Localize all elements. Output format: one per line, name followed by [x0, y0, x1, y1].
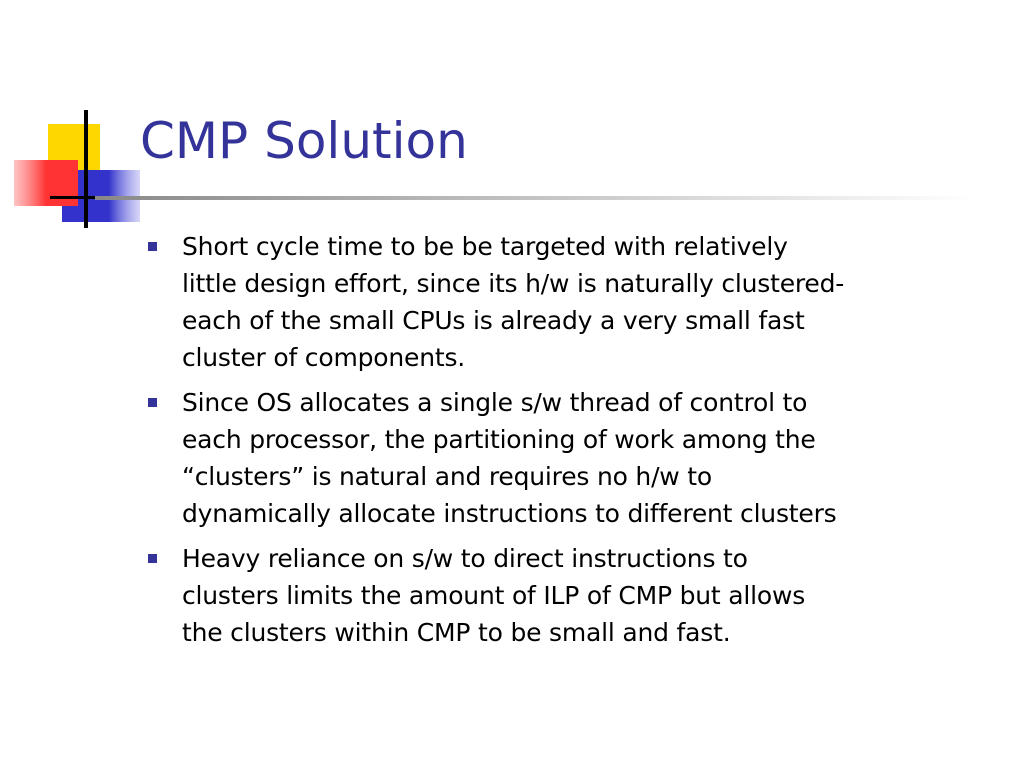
bullet-list — [148, 228, 998, 659]
slide-title: CMP Solution — [140, 112, 468, 170]
bullet-text: Since OS allocates a single s/w thread of control to each processor, the partitioning of work among the “clusters” is natural and requires no h/w to dynamically allocate instructions to different clusters — [182, 388, 837, 528]
bullet-item — [148, 384, 998, 532]
square-bullet-icon — [148, 242, 157, 251]
bullet-text: Short cycle time to be be targeted with relatively little design effort, since its h/w is naturally clustered- each of the small CPUs is already a very small fast cluster of components. — [182, 232, 845, 372]
bullet-item — [148, 540, 998, 651]
square-bullet-icon — [148, 398, 157, 407]
bullet-item — [148, 228, 998, 376]
slide-logo-icon — [0, 0, 150, 240]
square-bullet-icon — [148, 554, 157, 563]
bullet-text: Heavy reliance on s/w to direct instructions to clusters limits the amount of ILP of CMP but allows the clusters within CMP to be small and fast. — [182, 544, 806, 647]
title-divider — [95, 196, 975, 200]
